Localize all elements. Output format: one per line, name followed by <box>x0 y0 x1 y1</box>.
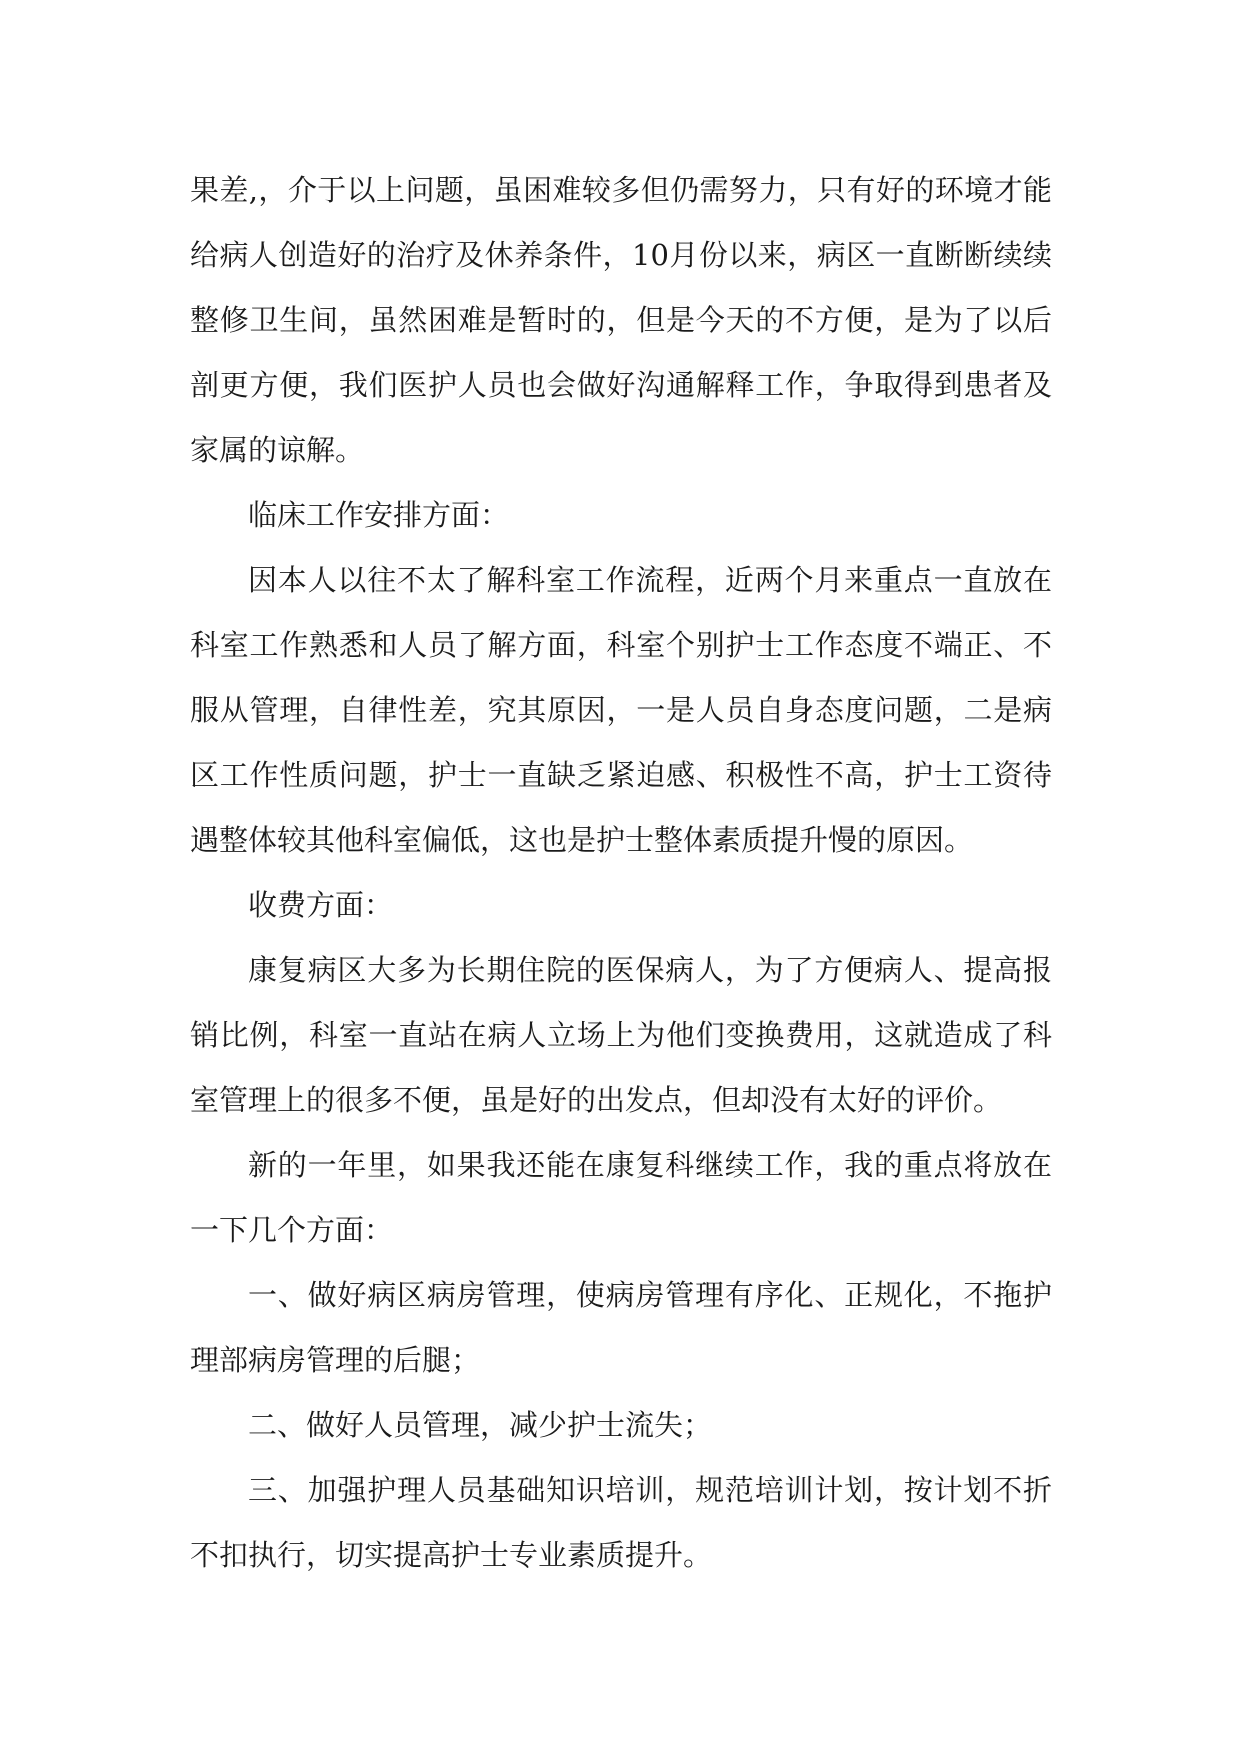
paragraph-billing: 康复病区大多为长期住院的医保病人，为了方便病人、提高报销比例，科室一直站在病人立场上为他们变换费用，这就造成了科室管理上的很多不便，虽是好的出发点，但却没有太好的评价。 <box>190 953 1052 1117</box>
paragraph-clinical-arrangement: 因本人以往不太了解科室工作流程，近两个月来重点一直放在科室工作熟悉和人员了解方面，科室个别护士工作态度不端正、不服从管理，自律性差，究其原因，一是人员自身态度问题，二是病区工作性质问题，护士一直缺乏紧迫感、积极性不高，护士工资待遇整体较其他科室偏低，这也是护士整体素质提升慢的原因。 <box>190 563 1052 857</box>
list-item-training: 三、加强护理人员基础知识培训，规范培训计划，按计划不折不扣执行，切实提高护士专业素质提升。 <box>190 1473 1052 1572</box>
paragraph-new-year-plan: 新的一年里，如果我还能在康复科继续工作，我的重点将放在一下几个方面： <box>190 1148 1052 1247</box>
heading-billing: 收费方面： <box>248 888 394 922</box>
list-item-staff-management: 二、做好人员管理，减少护士流失； <box>248 1408 713 1442</box>
document-page <box>190 158 1052 1588</box>
paragraph-continuation: 果差,，介于以上问题，虽困难较多但仍需努力，只有好的环境才能给病人创造好的治疗及休养条件，10月份以来，病区一直断断续续整修卫生间，虽然困难是暂时的，但是今天的不方便，是为了以后剖更方便，我们医护人员也会做好沟通解释工作，争取得到患者及家属的谅解。 <box>190 173 1052 467</box>
list-item-ward-management: 一、做好病区病房管理，使病房管理有序化、正规化，不拖护理部病房管理的后腿； <box>190 1278 1052 1377</box>
heading-clinical-arrangement: 临床工作安排方面： <box>248 498 510 532</box>
